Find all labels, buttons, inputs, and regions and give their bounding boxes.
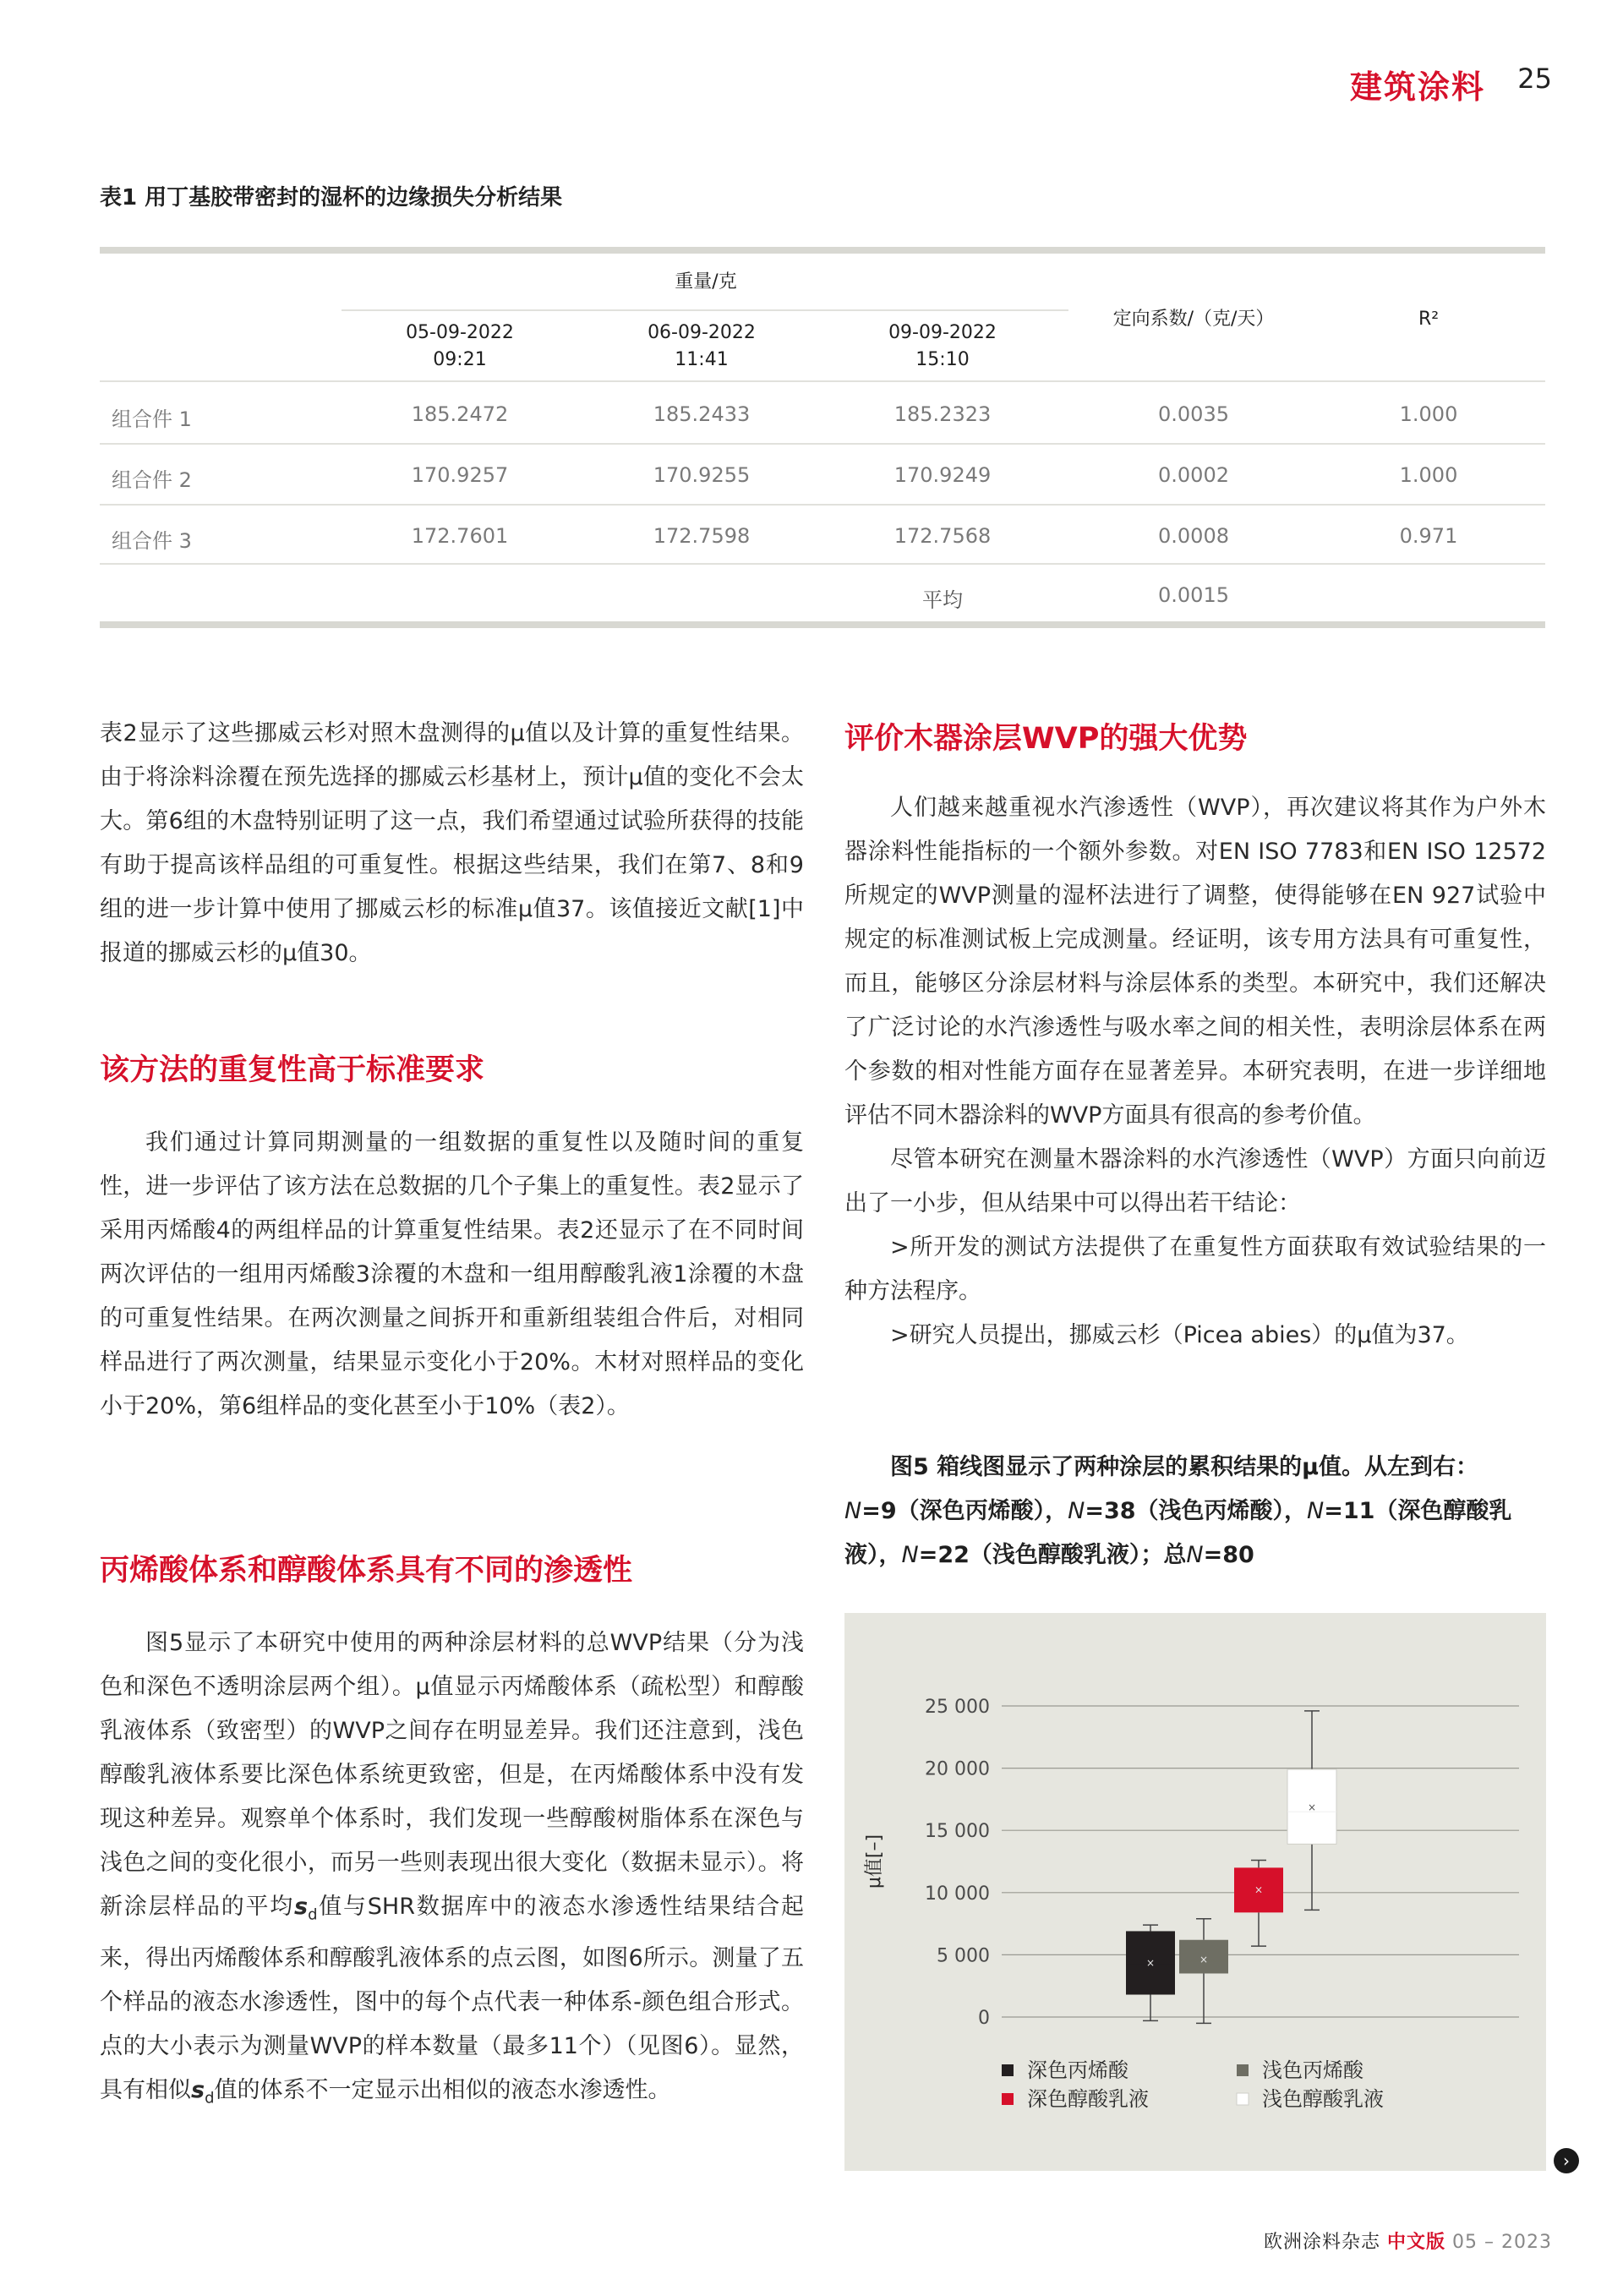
date-header-2: 06-09-2022 11:41 <box>648 322 756 370</box>
legend-label: 深色醇酸乳液 <box>1027 2087 1149 2111</box>
mean-marker: × <box>1307 1801 1317 1814</box>
cell-coef: 0.0002 <box>1158 463 1229 487</box>
heading-repeatability: 该方法的重复性高于标准要求 <box>100 1053 485 1087</box>
right-text: 人们越来越重视水汽渗透性（WVP），再次建议将其作为户外木器涂料性能指标的一个额外参数。对EN ISO 7783和EN ISO 12572所规定的WVP测量的湿杯法进行了调整，使得能够在EN 927试验中规定的标准测试板上完成测量。经证明，该专用方法具有可重复性，而且，能够区分涂层材料与涂层体系的类型。本研究中，我们还解决了广泛讨论的水汽渗透性与吸水率之间的相关性，表明涂层体系在两个参数的相对性能方面存在显著差异。本研究表明，在进一步详细地评估不同木器涂料的WVP方面具有很高的参考价值。 尽管本研究在测量木器涂料的水汽渗透性（WVP）方面只向前迈出了一小步，但从结果中可以得出若干结论： >所开发的测试方法提供了在重复性方面获取有效试验结果的一种方法程序。 >研究人员提出，挪威云杉（Picea abies）的μ值为37。 <box>844 795 1546 1348</box>
heading-permeability: 丙烯酸体系和醇酸体系具有不同的渗透性 <box>100 1554 633 1588</box>
cell-weight: 185.2433 <box>653 402 751 426</box>
y-tick-label: 20 000 <box>925 1758 990 1780</box>
table-caption: 表1 用丁基胶带密封的湿杯的边缘损失分析结果 <box>100 185 563 210</box>
r2-header: R² <box>1418 309 1440 330</box>
next-page-arrow-icon[interactable]: › <box>1554 2148 1579 2173</box>
legend-label: 深色丙烯酸 <box>1027 2058 1128 2082</box>
cell-weight: 172.7568 <box>893 524 992 548</box>
row-label: 组合件 1 <box>112 407 192 431</box>
table-rule <box>100 380 1545 382</box>
legend-label: 浅色丙烯酸 <box>1262 2058 1363 2082</box>
legend-swatch <box>1002 2093 1014 2105</box>
legend-swatch <box>1237 2093 1249 2105</box>
cell-weight: 170.9257 <box>411 463 509 487</box>
y-tick-label: 15 000 <box>925 1821 990 1843</box>
avg-label: 平均 <box>922 588 963 612</box>
figure-box <box>844 1613 1546 2171</box>
y-tick-label: 5 000 <box>937 1945 990 1967</box>
table-rule <box>100 443 1545 445</box>
cell-weight: 172.7598 <box>653 524 751 548</box>
cell-r2: 1.000 <box>1399 402 1458 426</box>
left-para-3: 图5显示了本研究中使用的两种涂层材料的总WVP结果（分为浅色和深色不透明涂层两个组）。μ值显示丙烯酸体系（疏松型）和醇酸乳液体系（致密型）的WVP之间存在明显差异。我们还注意到，浅色醇酸乳液体系要比深色体系统更致密，但是，在丙烯酸体系中没有发现这种差异。观察单个体系时，我们发现一些醇酸树脂体系在深色与浅色之间的变化很小，而另一些则表现出很大变化（数据未显示）。将新涂层样品的平均$s_d$值与SHR数据库中的液态水渗透性结果结合起来，得出丙烯酸体系和醇酸乳液体系的点云图，如图6所示。测量了五个样品的液态水渗透性，图中的每个点代表一种体系-颜色组合形式。点的大小表示为测量WVP的样本数量（最多11个）（见图6）。显然，具有相似$s_d$值的体系不一定显示出相似的液态水渗透性。 <box>100 1630 805 2107</box>
page-number: 25 <box>1517 63 1552 95</box>
legend-label: 浅色醇酸乳液 <box>1262 2087 1384 2111</box>
table-bottom-rule <box>100 621 1545 628</box>
heading-wvp-advantage: 评价木器涂层WVP的强大优势 <box>844 722 1248 756</box>
footer: 欧洲涂料杂志 中文版 05 – 2023 <box>1264 2232 1552 2253</box>
figure-caption: 图5 箱线图显示了两种涂层的累积结果的μ值。从左到右： N=9（深色丙烯酸），N=38（浅色丙烯酸），N=11（深色醇酸乳液），N=22（浅色醇酸乳液）；总N=80 <box>844 1454 1512 1568</box>
table-top-rule <box>100 247 1545 254</box>
y-tick-label: 10 000 <box>925 1883 990 1905</box>
cell-coef: 0.0008 <box>1158 524 1229 548</box>
box-plot-chart <box>844 1613 1546 2171</box>
mean-marker: × <box>1199 1953 1209 1965</box>
cell-weight: 170.9249 <box>893 463 992 487</box>
y-tick-label: 0 <box>978 2008 990 2029</box>
cell-weight: 172.7601 <box>411 524 509 548</box>
row-label: 组合件 2 <box>112 468 192 492</box>
table-rule <box>100 504 1545 506</box>
cell-weight: 185.2323 <box>893 402 992 426</box>
y-axis-label: μ值[–] <box>864 1834 885 1889</box>
date-header-3: 09-09-2022 15:10 <box>888 322 997 370</box>
cell-r2: 1.000 <box>1399 463 1458 487</box>
y-tick-label: 25 000 <box>925 1697 990 1718</box>
table-rule <box>100 563 1545 565</box>
weight-header: 重量/克 <box>675 271 737 292</box>
table-rule <box>342 309 1068 311</box>
mean-marker: × <box>1145 1957 1156 1970</box>
section-title: 建筑涂料 <box>1349 68 1485 106</box>
avg-value: 0.0015 <box>1158 583 1229 607</box>
coef-header: 定向系数/（克/天） <box>1112 309 1275 330</box>
left-para-2: 我们通过计算同期测量的一组数据的重复性以及随时间的重复性，进一步评估了该方法在总数据的几个子集上的重复性。表2显示了采用丙烯酸4的两组样品的计算重复性结果。表2还显示了在不同时间两次评估的一组用丙烯酸3涂覆的木盘和一组用醇酸乳液1涂覆的木盘的可重复性结果。在两次测量之间拆开和重新组装组合件后，对相同样品进行了两次测量，结果显示变化小于20%。木材对照样品的变化小于20%，第6组样品的变化甚至小于10%（表2）。 <box>100 1129 804 1419</box>
legend-swatch <box>1237 2064 1249 2076</box>
legend-swatch <box>1002 2064 1014 2076</box>
cell-weight: 185.2472 <box>411 402 509 426</box>
cell-coef: 0.0035 <box>1158 402 1229 426</box>
cell-weight: 170.9255 <box>653 463 751 487</box>
left-para-1: 表2显示了这些挪威云杉对照木盘测得的μ值以及计算的重复性结果。由于将涂料涂覆在预先选择的挪威云杉基材上，预计μ值的变化不会太大。第6组的木盘特别证明了这一点，我们希望通过试验所获得的技能有助于提高该样品组的可重复性。根据这些结果，我们在第7、8和9组的进一步计算中使用了挪威云杉的标准μ值37。该值接近文献[1]中报道的挪威云杉的μ值30。 <box>100 720 804 966</box>
date-header-1: 05-09-2022 09:21 <box>406 322 514 370</box>
mean-marker: × <box>1254 1883 1264 1896</box>
cell-r2: 0.971 <box>1399 524 1458 548</box>
row-label: 组合件 3 <box>112 529 192 553</box>
